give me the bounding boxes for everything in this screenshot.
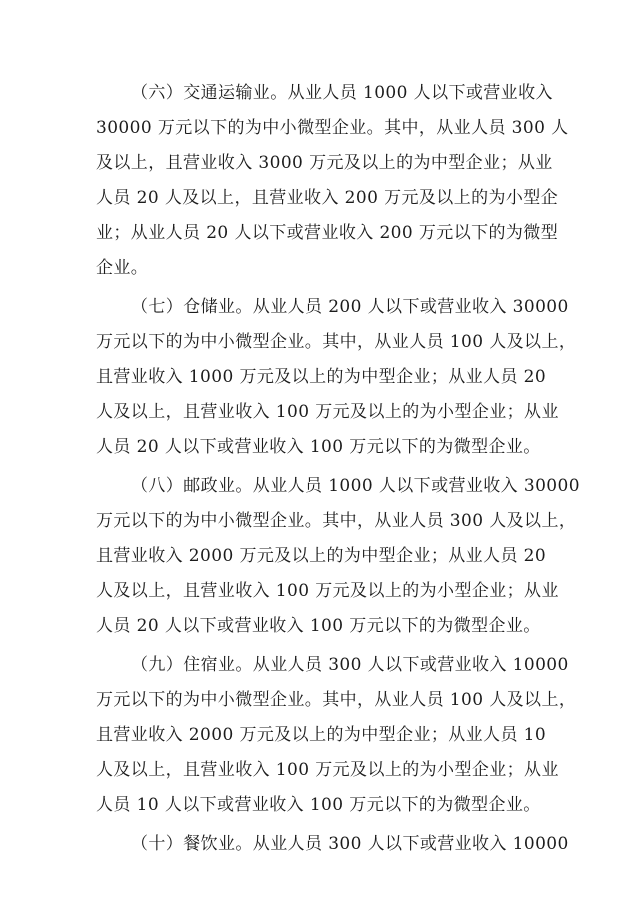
document-body [96,76,580,862]
paragraph-line: （七）仓储业。从业人员 200 人以下或营业收入 30000 [131,297,569,317]
paragraph-line: 人员 20 人以下或营业收入 100 万元以下的为微型企业。 [96,616,541,636]
paragraph-line: （六）交通运输业。从业人员 1000 人以下或营业收入 [131,83,553,103]
paragraph-line: （九）住宿业。从业人员 300 人以下或营业收入 10000 [131,655,569,675]
paragraph-line: 万元以下的为中小微型企业。其中，从业人员 100 人及以上， [96,690,577,710]
paragraph-line: 且营业收入 2000 万元及以上的为中型企业；从业人员 20 [96,546,547,566]
paragraph-line: 30000 万元以下的为中小微型企业。其中，从业人员 300 人 [96,118,569,138]
paragraph-line: 人及以上，且营业收入 100 万元及以上的为小型企业；从业 [96,581,559,601]
paragraph-line: 且营业收入 1000 万元及以上的为中型企业；从业人员 20 [96,367,547,387]
paragraph-line: 人及以上，且营业收入 100 万元及以上的为小型企业；从业 [96,760,559,780]
paragraph-line: 万元以下的为中小微型企业。其中，从业人员 300 人及以上， [96,511,577,531]
paragraph-line: 企业。 [96,258,149,278]
section-warehousing [96,290,577,465]
section-postal [96,469,580,644]
paragraph-line: 万元以下的为中小微型企业。其中，从业人员 100 人及以上， [96,332,577,352]
section-transport [96,76,569,286]
paragraph-line: 人及以上，且营业收入 100 万元及以上的为小型企业；从业 [96,402,559,422]
paragraph-line: 人员 20 人以下或营业收入 100 万元以下的为微型企业。 [96,437,541,457]
section-catering [96,827,569,862]
paragraph-line: 人员 10 人以下或营业收入 100 万元以下的为微型企业。 [96,795,541,815]
paragraph-line: （十）餐饮业。从业人员 300 人以下或营业收入 10000 [131,834,569,854]
paragraph-line: （八）邮政业。从业人员 1000 人以下或营业收入 30000 [131,476,580,496]
paragraph-line: 且营业收入 2000 万元及以上的为中型企业；从业人员 10 [96,725,547,745]
paragraph-line: 及以上，且营业收入 3000 万元及以上的为中型企业；从业 [96,153,553,173]
section-lodging [96,648,577,823]
paragraph-line: 人员 20 人及以上，且营业收入 200 万元及以上的为小型企 [96,188,559,208]
paragraph-line: 业；从业人员 20 人以下或营业收入 200 万元以下的为微型 [96,223,559,243]
